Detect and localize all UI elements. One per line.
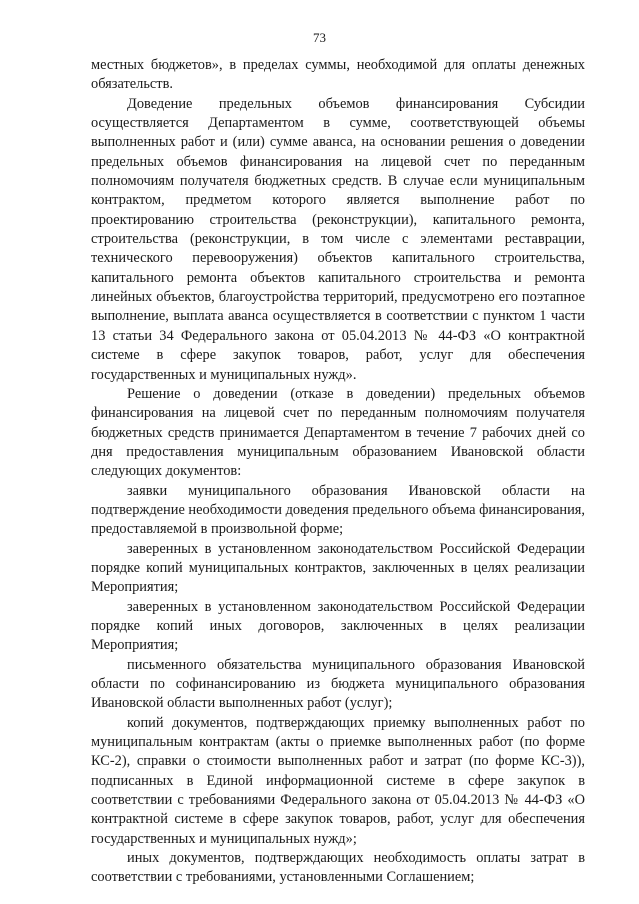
paragraph-continuation: местных бюджетов», в пределах суммы, необходимой для оплаты денежных обязательств. — [91, 57, 585, 93]
document-body — [91, 56, 585, 888]
list-item-acceptance-documents: копий документов, подтверждающих приемку выполненных работ по муниципальным контрактам (акты о приемке выполненных работ (по форме КС-2), справки о стоимости выполненных работ и затрат (по форме КС-3)), подписанных в Единой информационной системе в сфере закупок в соответствии с требованиями Федерального закона от 05.04.2013 № 44-ФЗ «О контрактной системе в сфере закупок товаров, работ, услуг для обеспечения государственных и муниципальных нужд»; — [91, 714, 585, 847]
list-item-application: заявки муниципального образования Ивановской области на подтверждение необходимости доведения предельного объема финансирования, предоставляемой в произвольной форме; — [91, 482, 585, 538]
list-item-agreement-copies: заверенных в установленном законодательством Российской Федерации порядке копий иных договоров, заключенных в целях реализации Мероприятия; — [91, 598, 585, 654]
paragraph-funding-limits: Доведение предельных объемов финансирования Субсидии осуществляется Департаментом в сумме, соответствующей объемы выполненных работ и (или) сумме аванса, на основании решения о доведении предельных объемов финансирования на лицевой счет по переданным полномочиям получателя бюджетных средств. В случае если муниципальным контрактом, предметом которого является выполнение работ по проектированию строительства (реконструкции), капитального ремонта, строительства (реконструкции, в том числе с элементами реставрации, технического перевооружения) объектов капитального строительства, капитального ремонта объектов капитального строительства и ремонта линейных объектов, благоустройства территорий, предусмотрено его поэтапное выполнение, выплата аванса осуществляется в соответствии с пунктом 1 части 13 статьи 34 Федерального закона от 05.04.2013 № 44-ФЗ «О контрактной системе в сфере закупок товаров, работ, услуг для обеспечения государственных и муниципальных нужд». — [91, 95, 585, 383]
page-number: 73 — [313, 30, 326, 45]
list-item-contract-copies: заверенных в установленном законодательством Российской Федерации порядке копий муниципальных контрактов, заключенных в целях реализации Мероприятия; — [91, 540, 585, 596]
list-item-cofinancing-obligation: письменного обязательства муниципального образования Ивановской области по софинансированию из бюджета муниципального образования Ивановской области выполненных работ (услуг); — [91, 656, 585, 712]
paragraph-decision: Решение о доведении (отказе в доведении) предельных объемов финансирования на лицевой счет по переданным полномочиям получателя бюджетных средств принимается Департаментом в течение 7 рабочих дней со дня предоставления муниципальным образованием Ивановской области следующих документов: — [91, 385, 585, 480]
list-item-other-documents: иных документов, подтверждающих необходимость оплаты затрат в соответствии с требованиями, установленными Соглашением; — [91, 850, 585, 886]
